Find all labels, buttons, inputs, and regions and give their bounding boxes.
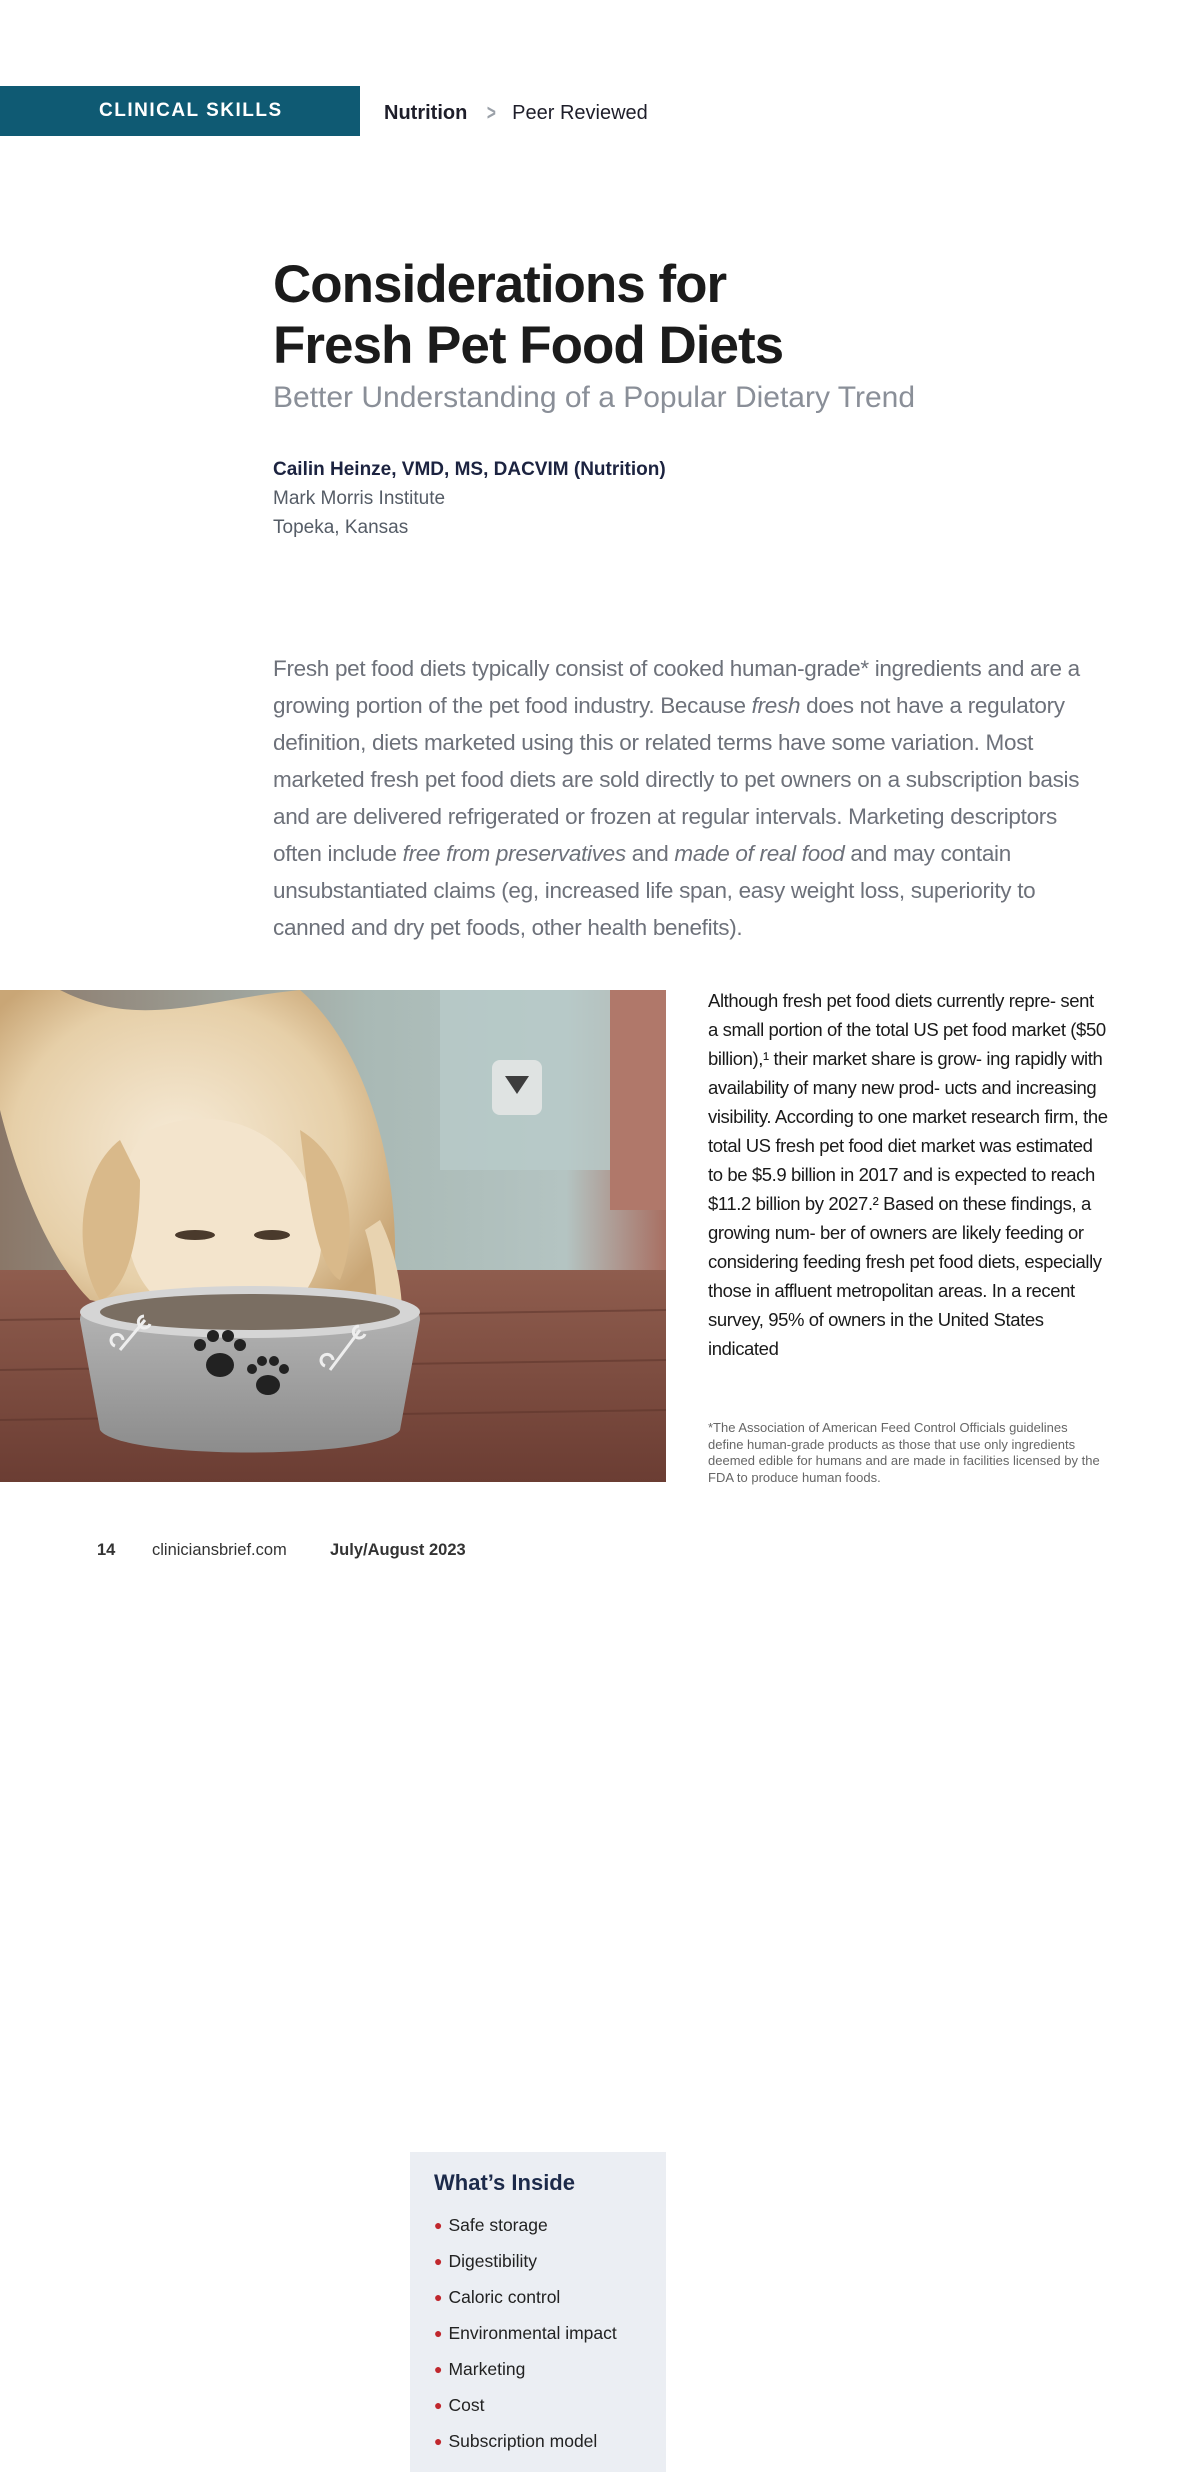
list-item-label: Safe storage (448, 2215, 548, 2235)
list-item-label: Cost (448, 2395, 485, 2415)
list-item (434, 2388, 666, 2424)
footnote: *The Association of American Feed Control Officials guidelines define human-grade products as those that use only ingredients deemed edible for humans and are made in facilities licensed by the FDA to produce human foods. (708, 1420, 1100, 1485)
list-item-label: Caloric control (448, 2287, 561, 2307)
site-link[interactable]: cliniciansbrief.com (152, 1541, 287, 1559)
whats-inside-box (410, 2152, 666, 2472)
breadcrumb-item-peer-reviewed[interactable]: Peer Reviewed (512, 101, 648, 124)
lede-text: Fresh pet food diets typically consist of cooked human-grade* ingredients and are a growing portion of the pet food industry. Because (273, 656, 1080, 718)
lede-text: and may contain unsubstantiated claims (eg, increased life span, easy weight loss, superiority to canned and dry pet foods, other health benefits). (273, 841, 1036, 940)
lede-emphasis-preservatives: free from preservatives (402, 841, 626, 866)
section-tag: CLINICAL SKILLS (0, 86, 360, 136)
bullet-icon: ● (434, 2325, 443, 2341)
author-location: Topeka, Kansas (273, 517, 409, 538)
article-subtitle: Better Understanding of a Popular Dietary Trend (273, 381, 916, 414)
lede-text: and (625, 841, 675, 866)
title-line-1: Considerations for (273, 255, 727, 314)
lede-text: does not have a regulatory definition, diets marketed using this or related terms have some variation. Most marketed fresh pet food diets are sold directly to pet owners on a subscription basis and are delivered refrigerated or frozen at regular intervals. Marketing descriptors often include (273, 693, 1080, 866)
bullet-icon: ● (434, 2289, 443, 2305)
lede-emphasis-fresh: fresh (751, 693, 801, 718)
list-item-label: Digestibility (448, 2251, 537, 2271)
breadcrumb (384, 100, 648, 126)
bullet-icon: ● (434, 2433, 443, 2449)
whats-inside-list (434, 2208, 666, 2460)
list-item-label: Subscription model (448, 2431, 598, 2451)
list-item (434, 2352, 666, 2388)
bullet-icon: ● (434, 2361, 443, 2377)
list-item (434, 2424, 666, 2460)
bullet-icon: ● (434, 2397, 443, 2413)
chevron-right-icon: > (487, 100, 497, 125)
article-title (273, 254, 783, 376)
author-name: Cailin Heinze, VMD, MS, DACVIM (Nutrition) (273, 459, 666, 480)
body-paragraph: Although fresh pet food diets currently repre- sent a small portion of the total US pet food market ($50 billion),¹ their market share is grow- ing rapidly with availability of many new prod- ucts and increasing visibility. According to one market research firm, the total US fresh pet food diet market was estimated to be $5.9 billion in 2017 and is expected to reach $11.2 billion by 2027.² Based on these findings, a growing num- ber of owners are likely feeding or considering feeding fresh pet food diets, especially those in affluent metropolitan areas. In a recent survey, 95% of owners in the United States indicated (708, 990, 1108, 1359)
dog-eating-illustration (0, 990, 666, 1482)
page-footer (97, 1541, 466, 1560)
list-item (434, 2244, 666, 2280)
lede-emphasis-real-food: made of real food (674, 841, 845, 866)
title-line-2: Fresh Pet Food Diets (273, 316, 784, 375)
list-item-label: Environmental impact (448, 2323, 617, 2343)
list-item (434, 2280, 666, 2316)
issue-date: July/August 2023 (330, 1541, 466, 1559)
bullet-icon: ● (434, 2217, 443, 2233)
author-institution: Mark Morris Institute (273, 488, 446, 509)
list-item (434, 2316, 666, 2352)
lede-paragraph (273, 650, 1103, 946)
list-item (434, 2208, 666, 2244)
list-item-label: Marketing (448, 2359, 526, 2379)
whats-inside-heading: What’s Inside (434, 2170, 575, 2195)
page-number: 14 (97, 1541, 116, 1559)
author-block (273, 455, 666, 542)
bullet-icon: ● (434, 2253, 443, 2269)
breadcrumb-item-nutrition[interactable]: Nutrition (384, 101, 468, 124)
